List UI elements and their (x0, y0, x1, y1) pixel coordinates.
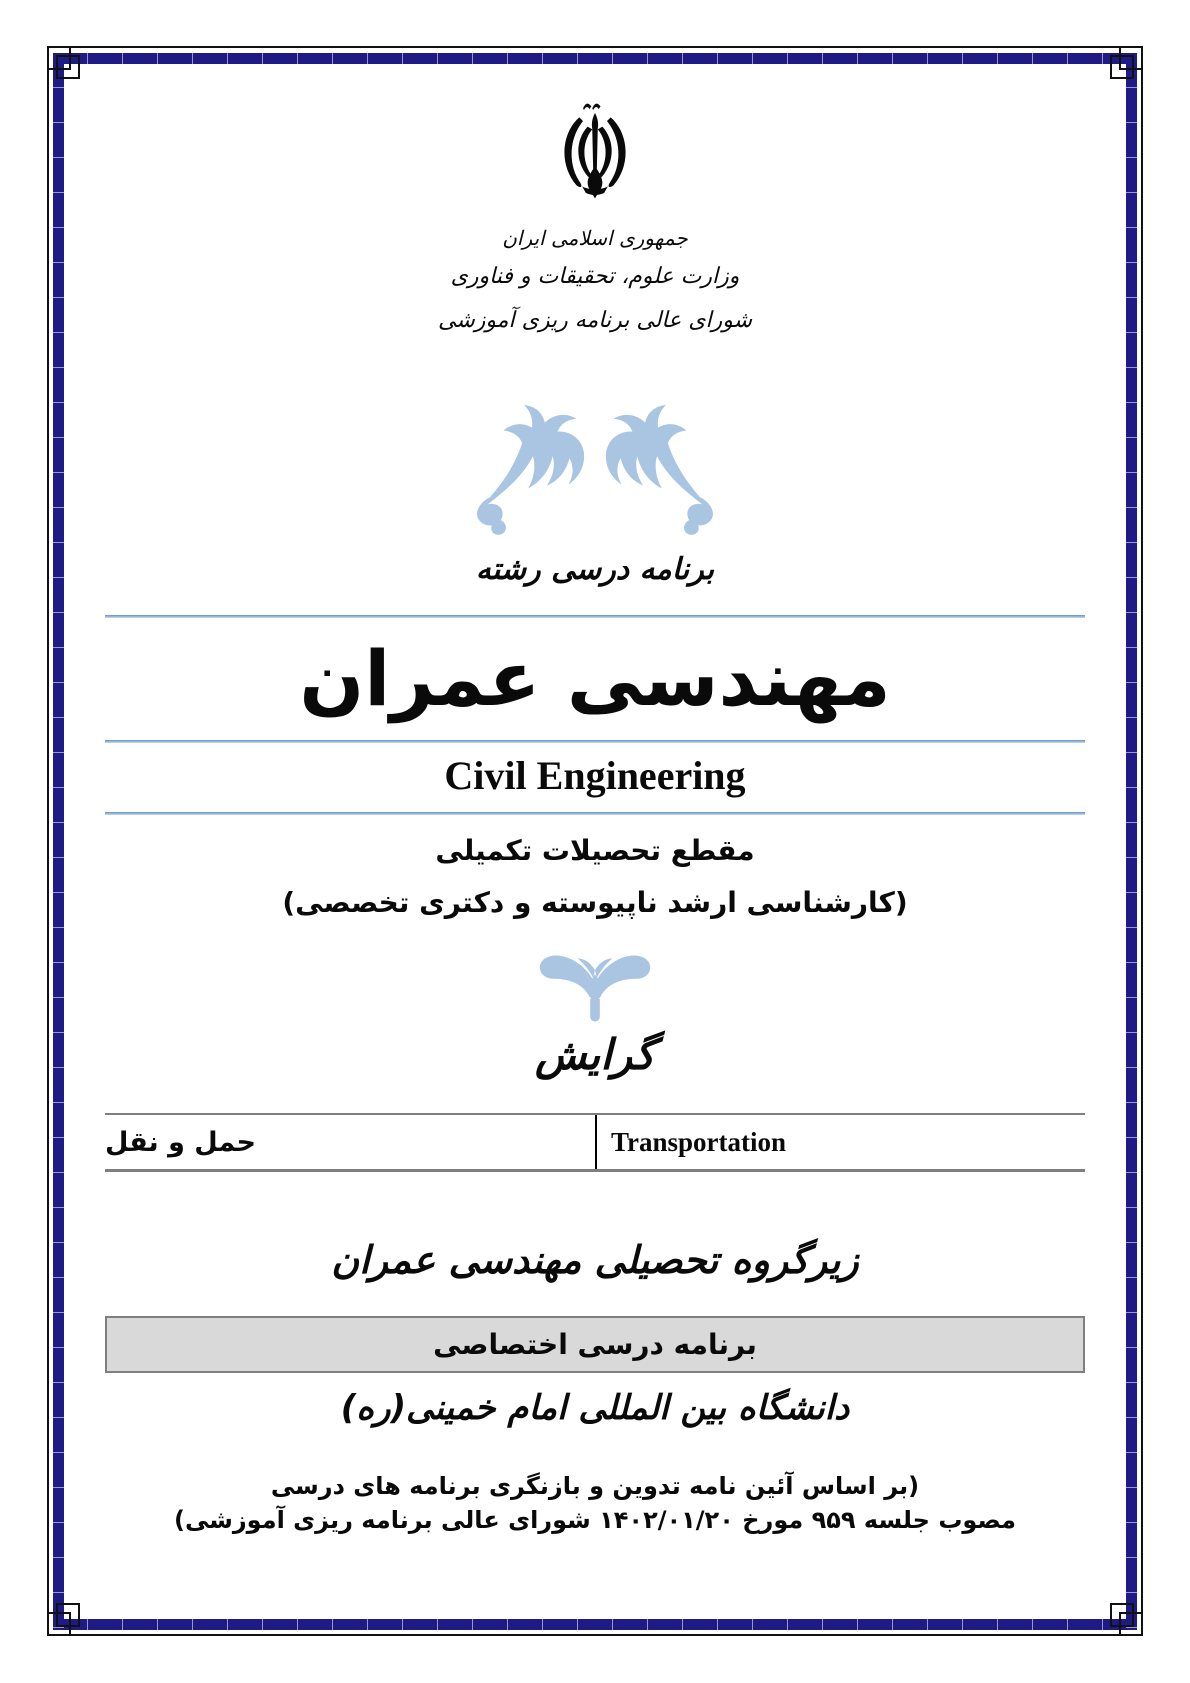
iran-emblem-icon (105, 95, 1085, 211)
frame-band-left (53, 53, 64, 1630)
frame-band-top (53, 53, 1137, 64)
frame-corner-square (56, 55, 80, 79)
specialization-table (105, 1113, 1085, 1172)
program-title-fa: مهندسی عمران (299, 634, 891, 723)
orientation-heading: گرایش (534, 1030, 656, 1079)
small-ornament-icon (105, 945, 1085, 1031)
subgroup-label: زیرگروه تحصیلی مهندسی عمران (331, 1238, 859, 1282)
specialization-name-en: Transportation (611, 1126, 787, 1157)
level-line-2: (کارشناسی ارشد ناپیوسته و دکتری تخصصی) (282, 886, 908, 919)
header-ministry: وزارت علوم، تحقیقات و فناوری (450, 264, 740, 289)
header-country: جمهوری اسلامی ایران (502, 226, 688, 250)
footnote-line-1: (بر اساس آئین نامه تدوین و بازنگری برنامه های درسی (270, 1472, 920, 1500)
horizontal-rule (105, 615, 1085, 618)
frame-band-bottom (53, 1619, 1137, 1630)
footnote-line-2: مصوب جلسه ۹۵۹ مورخ ۱۴۰۲/۰۱/۲۰ شورای عالی برنامه ریزی آموزشی) (174, 1506, 1016, 1534)
frame-band-right (1126, 53, 1137, 1630)
frame-corner-square (1110, 55, 1134, 79)
frame-corner-square (56, 1603, 80, 1627)
university-name: دانشگاه بین المللی امام خمینی(ره) (340, 1388, 850, 1428)
floral-flourish-icon (105, 383, 1085, 541)
header-council: شورای عالی برنامه ریزی آموزشی (437, 308, 753, 333)
specialization-name-fa: حمل و نقل (105, 1126, 256, 1158)
curriculum-banner: برنامه درسی اختصاصی (105, 1316, 1085, 1373)
horizontal-rule (105, 740, 1085, 743)
program-label: برنامه درسی رشته (475, 552, 715, 587)
level-line-1: مقطع تحصیلات تکمیلی (435, 834, 755, 867)
frame-corner-square (1110, 1603, 1134, 1627)
horizontal-rule (105, 812, 1085, 815)
program-title-en: Civil Engineering (444, 753, 746, 798)
